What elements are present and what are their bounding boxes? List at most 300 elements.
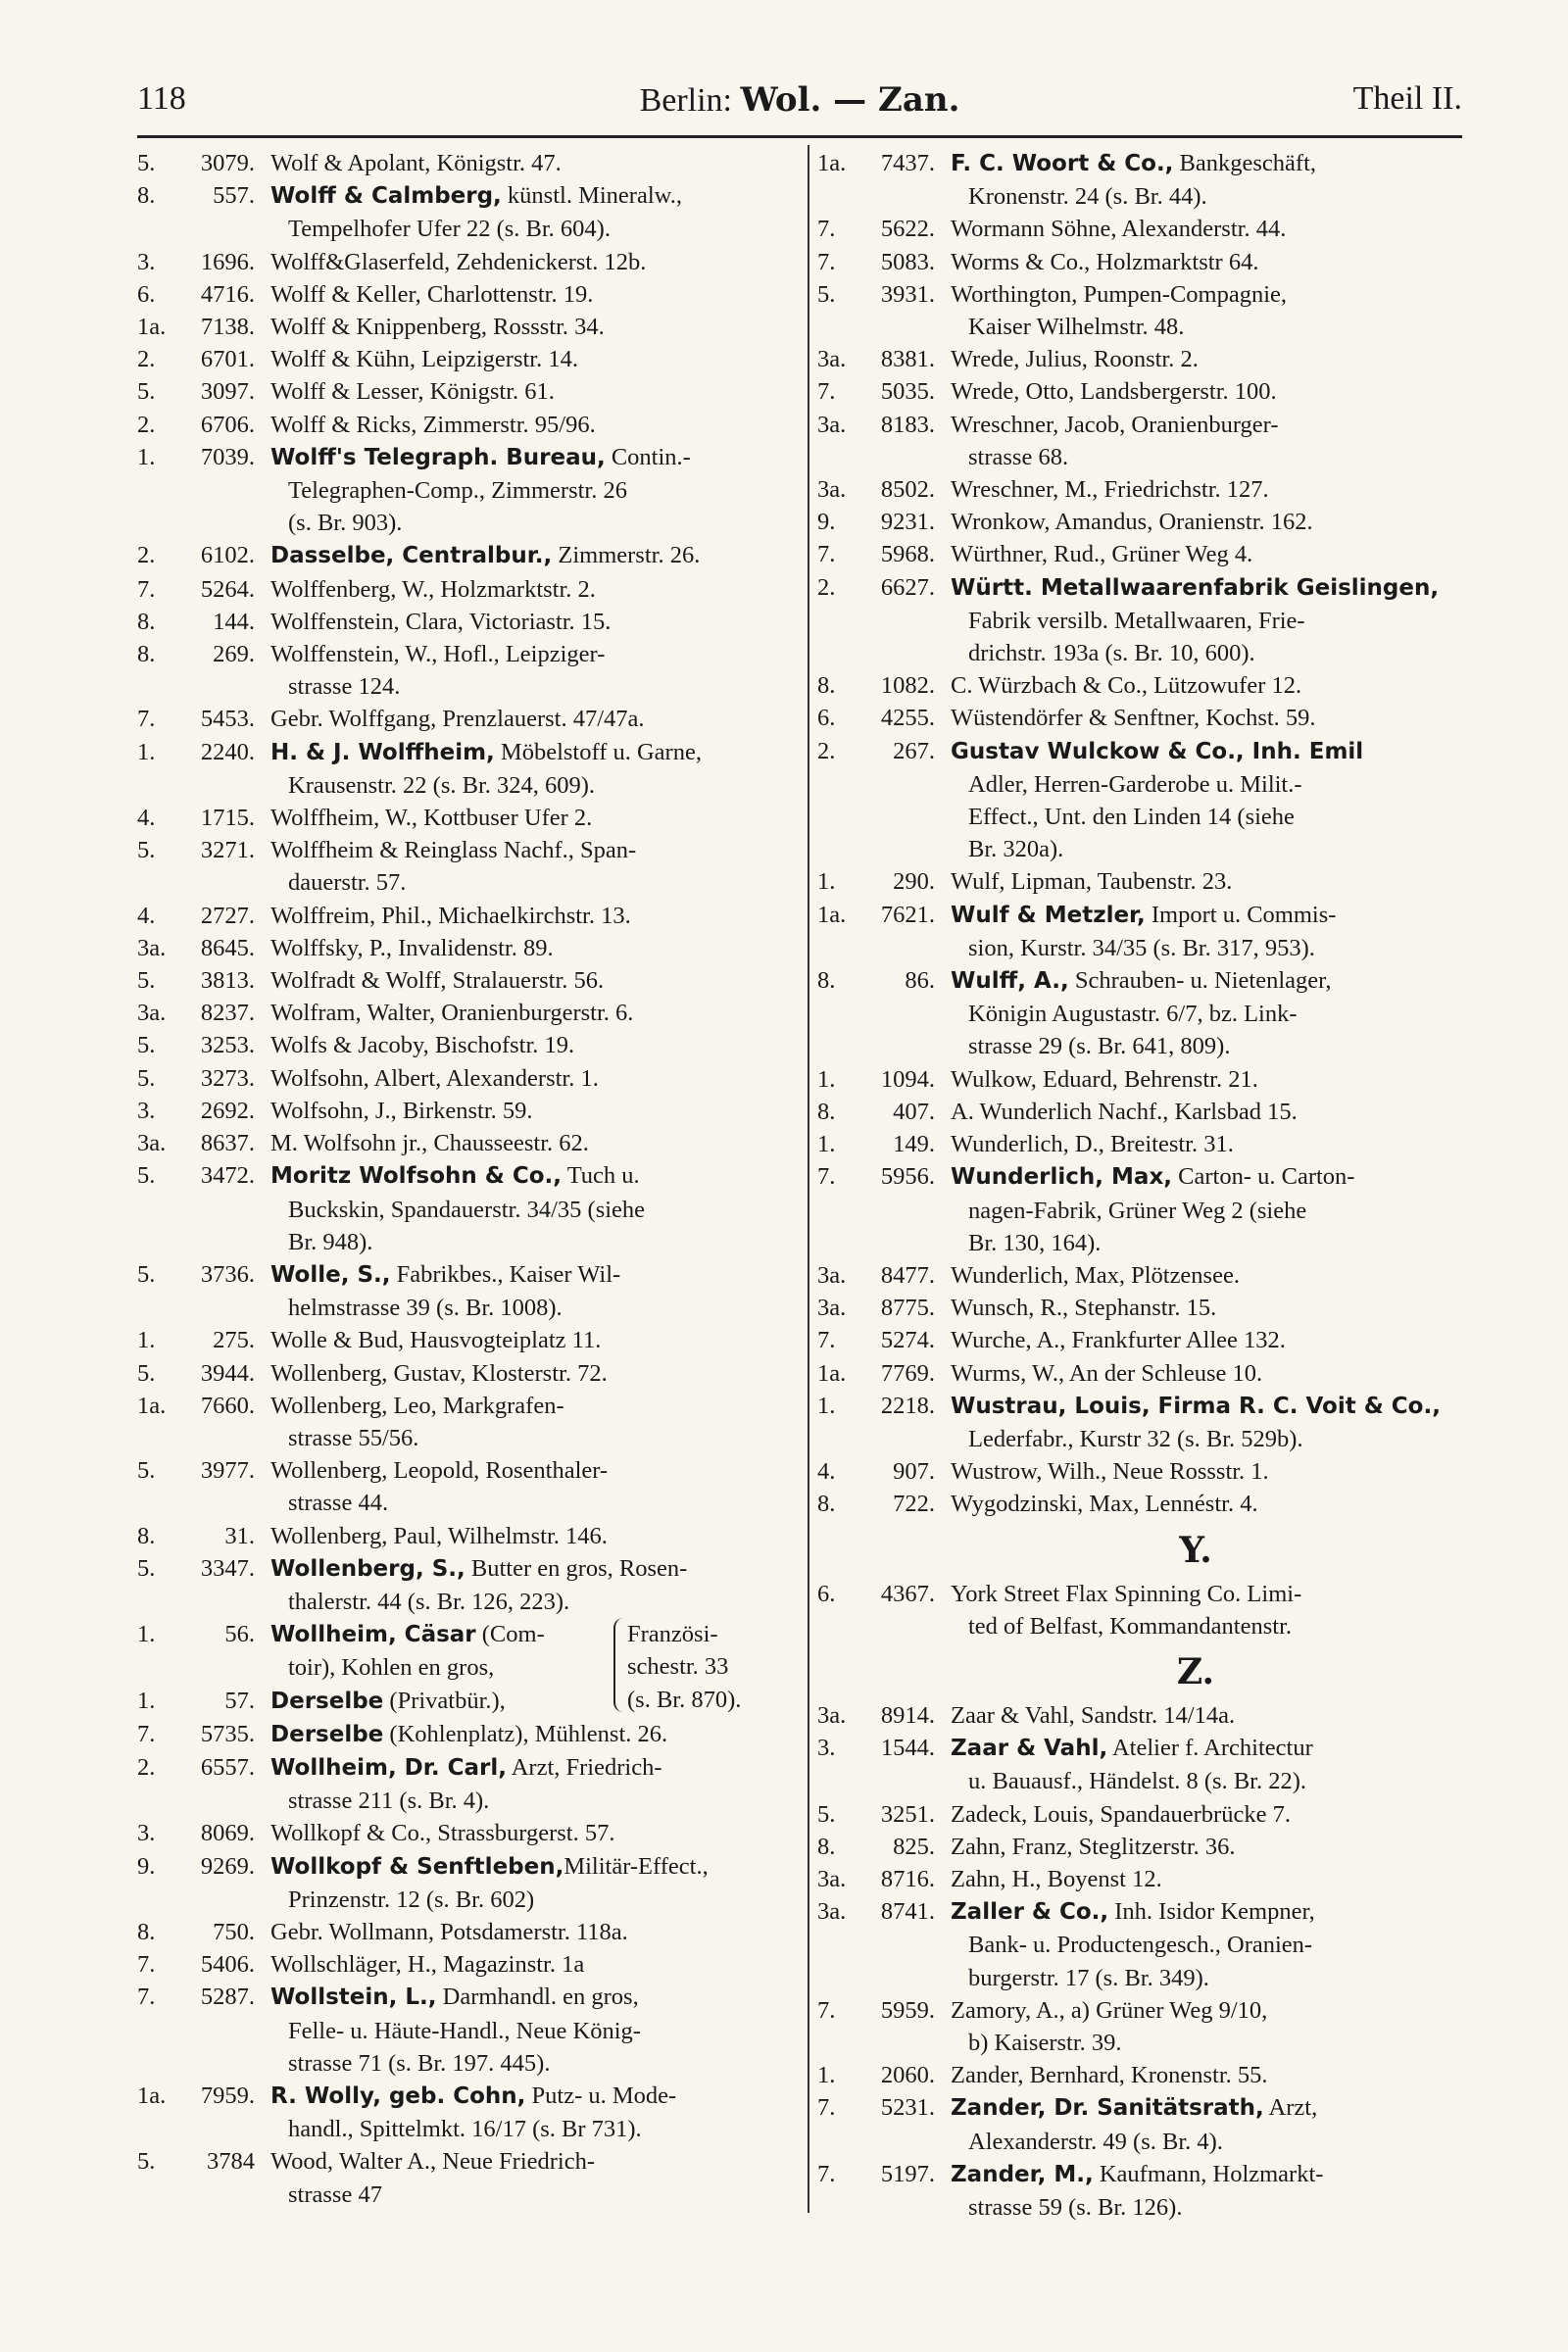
exchange-code: 8. xyxy=(817,1098,836,1125)
exchange-code: 2. xyxy=(137,542,156,569)
phone-number: 5287. xyxy=(200,1984,255,2011)
entry-line: Kaiser Wilhelmstr. 48. xyxy=(968,314,1185,341)
phone-number: 6701. xyxy=(200,346,255,373)
directory-entry xyxy=(137,1095,792,1127)
entry-line xyxy=(951,506,1476,538)
entry-name-bold: Wulf & Metzler, xyxy=(951,902,1146,928)
exchange-code: 3a. xyxy=(137,1000,167,1027)
directory-entry xyxy=(137,1159,792,1258)
entry-line-text: Wolff & Ricks, Zimmerstr. 95/96. xyxy=(270,411,596,438)
directory-entry xyxy=(137,997,792,1029)
entry-line xyxy=(951,1699,1476,1732)
bracket-line: Französi- xyxy=(627,1621,718,1648)
entry-line-text: Wolff & Keller, Charlottenstr. 19. xyxy=(270,280,594,308)
exchange-code: 1. xyxy=(817,1065,836,1093)
entry-line-text: Wurche, A., Frankfurter Allee 132. xyxy=(951,1327,1286,1354)
exchange-code: 5. xyxy=(137,150,156,176)
entry-line: sion, Kurstr. 34/35 (s. Br. 317, 953). xyxy=(968,934,1315,961)
exchange-code: 7. xyxy=(817,541,836,568)
entry-line: handl., Spittelmkt. 16/17 (s. Br 731). xyxy=(288,2116,642,2143)
phone-number: 3944. xyxy=(200,1359,255,1387)
entry-line xyxy=(951,1292,1476,1324)
entry-line: Fabrik versilb. Metallwaaren, Frie- xyxy=(968,607,1305,634)
phone-number: 7039. xyxy=(200,443,255,470)
entry-line xyxy=(951,1455,1476,1488)
entry-line xyxy=(951,1128,1476,1160)
directory-entry xyxy=(817,1732,1476,1797)
exchange-code: 1a. xyxy=(817,1359,847,1387)
exchange-code: 2. xyxy=(137,1753,156,1781)
entry-line-text: Wolfram, Walter, Oranienburgerstr. 6. xyxy=(270,1000,634,1027)
phone-number: 6627. xyxy=(880,573,935,601)
phone-number: 7959. xyxy=(200,2082,255,2109)
directory-entry xyxy=(137,147,792,179)
entry-line xyxy=(270,1520,792,1552)
entry-line: Br. 320a). xyxy=(968,836,1064,863)
directory-entry xyxy=(817,147,1476,213)
entry-line xyxy=(951,865,1476,898)
entry-line-text: Wreschner, Jacob, Oranienburger- xyxy=(951,411,1279,438)
phone-number: 269. xyxy=(213,641,255,668)
exchange-code: 5. xyxy=(137,1359,156,1387)
entry-line xyxy=(270,834,792,866)
entry-line xyxy=(951,213,1476,245)
exchange-code: 3a. xyxy=(137,1130,167,1157)
entry-line xyxy=(951,899,1476,932)
phone-number: 8637. xyxy=(200,1130,255,1157)
directory-entry xyxy=(137,1718,792,1751)
entry-line: strasse 68. xyxy=(968,443,1069,470)
entry-line-text: Wüstendörfer & Senftner, Kochst. 59. xyxy=(951,705,1316,732)
entry-line-text: Wrede, Julius, Roonstr. 2. xyxy=(951,346,1199,373)
entry-line xyxy=(951,1259,1476,1292)
entry-line xyxy=(270,1258,792,1292)
directory-entry xyxy=(137,1552,792,1618)
phone-number: 5274. xyxy=(880,1327,935,1354)
entry-line xyxy=(270,997,792,1029)
phone-number: 86. xyxy=(905,967,935,995)
entry-line xyxy=(270,1159,792,1193)
entry-line-text: Wolfs & Jacoby, Bischofstr. 19. xyxy=(270,1032,575,1059)
directory-entry xyxy=(817,1798,1476,1831)
entry-line xyxy=(951,1578,1476,1610)
directory-entry xyxy=(137,1916,792,1948)
entry-line xyxy=(270,1029,792,1061)
entry-line xyxy=(951,735,1476,768)
phone-number: 8741. xyxy=(880,1898,935,1926)
directory-entry xyxy=(137,736,792,802)
phone-number: 9269. xyxy=(200,1852,255,1880)
entry-line-text: künstl. Mineralw., xyxy=(501,182,682,210)
directory-entry xyxy=(137,179,792,245)
entry-line xyxy=(270,1095,792,1127)
directory-entry xyxy=(137,278,792,311)
directory-entry xyxy=(137,343,792,375)
directory-entry xyxy=(817,669,1476,702)
entry-name-bold: Derselbe xyxy=(270,1688,384,1714)
directory-entry xyxy=(817,1128,1476,1160)
entry-line xyxy=(270,932,792,964)
exchange-code: 3. xyxy=(137,248,156,275)
entry-line xyxy=(270,1916,792,1948)
exchange-code: 1. xyxy=(817,1392,836,1419)
exchange-code: 3a. xyxy=(817,1701,847,1729)
directory-entry xyxy=(817,473,1476,506)
phone-number: 7660. xyxy=(200,1392,255,1419)
exchange-code: 5. xyxy=(817,280,836,308)
entry-line xyxy=(951,1324,1476,1356)
directory-entry xyxy=(137,311,792,343)
entry-line xyxy=(951,1063,1476,1096)
entry-line-text: Gebr. Wolffgang, Prenzlauerst. 47/47a. xyxy=(270,706,645,733)
entry-line: b) Kaiserstr. 39. xyxy=(968,2029,1122,2056)
entry-line: Adler, Herren-Garderobe u. Milit.- xyxy=(968,770,1302,798)
title-range: Wol. — Zan. xyxy=(740,80,960,120)
directory-entry xyxy=(137,1981,792,2080)
entry-name-bold: Gustav Wulckow & Co., Inh. Emil xyxy=(951,738,1364,764)
entry-line-text: Wustrow, Wilh., Neue Rossstr. 1. xyxy=(951,1458,1269,1486)
entry-line-text: Wulkow, Eduard, Behrenstr. 21. xyxy=(951,1065,1258,1093)
entry-line xyxy=(270,147,792,179)
phone-number: 3079. xyxy=(200,150,255,176)
entry-line xyxy=(270,343,792,375)
entry-name-bold: Zaller & Co., xyxy=(951,1899,1109,1926)
phone-number: 3931. xyxy=(880,280,935,308)
entry-line-text: Zadeck, Louis, Spandauerbrücke 7. xyxy=(951,1800,1291,1828)
phone-number: 907. xyxy=(893,1458,935,1486)
phone-number: 1544. xyxy=(880,1735,935,1762)
phone-number: 3097. xyxy=(200,378,255,406)
phone-number: 5035. xyxy=(880,378,935,406)
directory-entry xyxy=(137,802,792,834)
phone-number: 5406. xyxy=(200,1951,255,1979)
entry-name-bold: Wunderlich, Max, xyxy=(951,1164,1173,1191)
entry-line xyxy=(951,1357,1476,1390)
directory-entry xyxy=(137,409,792,441)
exchange-code: 1. xyxy=(817,2062,836,2089)
section-letter: Z. xyxy=(1176,1650,1215,1692)
phone-number: 8645. xyxy=(200,934,255,961)
page-number: 118 xyxy=(137,80,186,117)
directory-entry xyxy=(817,1831,1476,1863)
entry-line-text: (Privatbür.), xyxy=(383,1687,506,1714)
directory-entry xyxy=(817,278,1476,343)
directory-entry xyxy=(817,571,1476,670)
entry-line-text: Wolfsohn, J., Birkenstr. 59. xyxy=(270,1097,533,1124)
directory-entry xyxy=(817,409,1476,473)
directory-entry xyxy=(137,1127,792,1159)
directory-entry xyxy=(137,900,792,932)
exchange-code: 8. xyxy=(137,182,156,210)
entry-line xyxy=(951,343,1476,375)
phone-number: 2060. xyxy=(880,2062,935,2089)
exchange-code: 9. xyxy=(137,1852,156,1880)
directory-entry xyxy=(137,1258,792,1324)
entry-line: strasse 59 (s. Br. 126). xyxy=(968,2193,1183,2221)
entry-line xyxy=(951,1863,1476,1895)
directory-entry xyxy=(817,506,1476,538)
directory-entry xyxy=(137,932,792,964)
entry-line-text: Wood, Walter A., Neue Friedrich- xyxy=(270,2148,596,2176)
phone-number: 8914. xyxy=(880,1701,935,1729)
entry-line: Buckskin, Spandauerstr. 34/35 (siehe xyxy=(288,1196,646,1223)
entry-line xyxy=(951,409,1476,441)
entry-line-text: Wolff & Lesser, Königstr. 61. xyxy=(270,378,555,406)
phone-number: 4367. xyxy=(880,1580,935,1607)
exchange-code: 8. xyxy=(137,1522,156,1549)
phone-number: 4716. xyxy=(200,280,255,308)
exchange-code: 3a. xyxy=(817,346,847,373)
phone-number: 2727. xyxy=(200,902,255,929)
entry-line: Br. 948). xyxy=(288,1228,373,1255)
entry-line: ted of Belfast, Kommandantenstr. xyxy=(968,1612,1292,1640)
phone-number: 825. xyxy=(893,1833,935,1860)
phone-number: 3271. xyxy=(200,837,255,864)
entry-line-text: Worthington, Pumpen-Compagnie, xyxy=(951,280,1288,308)
directory-entry xyxy=(137,1817,792,1849)
phone-number: 1082. xyxy=(880,672,935,700)
directory-entry xyxy=(137,375,792,408)
directory-entry xyxy=(817,538,1476,570)
entry-line xyxy=(270,964,792,997)
entry-line xyxy=(951,1390,1476,1423)
phone-number: 57. xyxy=(224,1687,255,1714)
phone-number: 3273. xyxy=(200,1064,255,1092)
phone-number: 750. xyxy=(213,1918,255,1945)
exchange-code: 6. xyxy=(817,1580,836,1607)
entry-name-bold: Moritz Wolfsohn & Co., xyxy=(270,1163,563,1190)
phone-number: 6102. xyxy=(200,542,255,569)
phone-number: 407. xyxy=(893,1098,935,1125)
entry-line-text: Wolffreim, Phil., Michaelkirchstr. 13. xyxy=(270,902,631,929)
phone-number: 3784 xyxy=(207,2148,255,2176)
entry-line xyxy=(951,1488,1476,1520)
entry-line-text: Wrede, Otto, Landsbergerstr. 100. xyxy=(951,378,1277,406)
exchange-code: 1a. xyxy=(137,314,167,341)
exchange-code: 5. xyxy=(137,1457,156,1485)
directory-entry xyxy=(817,1895,1476,1994)
directory-entry xyxy=(137,1324,792,1356)
entry-line xyxy=(951,1798,1476,1831)
directory-entry xyxy=(137,703,792,735)
exchange-code: 7. xyxy=(817,1996,836,2024)
page-header xyxy=(137,80,1462,129)
directory-entry xyxy=(817,1357,1476,1390)
entry-line-text: Wolff&Glaserfeld, Zehdenickerst. 12b. xyxy=(270,248,647,275)
entry-line: dauerstr. 57. xyxy=(288,869,407,897)
entry-line-text: Wunderlich, D., Breitestr. 31. xyxy=(951,1131,1234,1158)
entry-line-text: Wulf, Lipman, Taubenstr. 23. xyxy=(951,868,1233,896)
exchange-code: 5. xyxy=(137,1162,156,1190)
exchange-code: 5. xyxy=(137,1554,156,1582)
entry-line xyxy=(270,441,792,474)
entry-line xyxy=(270,1718,792,1751)
entry-line-text: Wolffheim, W., Kottbuser Ufer 2. xyxy=(270,805,593,832)
entry-line xyxy=(951,375,1476,408)
phone-number: 3977. xyxy=(200,1457,255,1485)
entry-line-text: Wreschner, M., Friedrichstr. 127. xyxy=(951,476,1269,504)
exchange-code: 7. xyxy=(817,378,836,406)
phone-number: 5968. xyxy=(880,541,935,568)
entry-name-bold: Wollkopf & Senftleben, xyxy=(270,1853,564,1880)
entry-line xyxy=(270,539,792,572)
entry-line-text: Zahn, Franz, Steglitzerstr. 36. xyxy=(951,1833,1236,1860)
entry-line xyxy=(951,1732,1476,1765)
entry-line-text: Möbelstoff u. Garne, xyxy=(494,738,702,765)
entry-line-text: Zander, Bernhard, Kronenstr. 55. xyxy=(951,2062,1268,2089)
directory-entry xyxy=(817,2059,1476,2091)
entry-line-text: Wolffenstein, Clara, Victoriastr. 15. xyxy=(270,608,612,635)
exchange-code: 7. xyxy=(817,1163,836,1191)
entry-line xyxy=(270,1948,792,1981)
exchange-code: 1a. xyxy=(137,1392,167,1419)
entry-line-text: Wolle & Bud, Hausvogteiplatz 11. xyxy=(270,1327,602,1354)
directory-entry xyxy=(817,1578,1476,1642)
entry-line-text: Wollenberg, Leo, Markgrafen- xyxy=(270,1392,564,1419)
bracket-line: (s. Br. 870). xyxy=(627,1686,742,1713)
entry-line: strasse 47 xyxy=(288,2180,382,2208)
entry-line xyxy=(270,1357,792,1390)
exchange-code: 8. xyxy=(817,672,836,700)
phone-number: 3813. xyxy=(200,967,255,995)
phone-number: 8775. xyxy=(880,1295,935,1322)
directory-entry xyxy=(137,1685,792,1718)
exchange-code: 1. xyxy=(137,1327,156,1354)
entry-line-text: Militär-Effect., xyxy=(564,1852,709,1880)
entry-name-bold: Wollheim, Dr. Carl, xyxy=(270,1754,507,1781)
entry-line xyxy=(270,2145,792,2178)
phone-number: 1094. xyxy=(880,1065,935,1093)
entry-line xyxy=(270,409,792,441)
phone-number: 5197. xyxy=(880,2160,935,2187)
entry-line-text: Darmhandl. en gros, xyxy=(436,1984,639,2011)
entry-line-text: Wolffheim & Reinglass Nachf., Span- xyxy=(270,837,637,864)
exchange-code: 7. xyxy=(817,216,836,243)
entry-line-text: Wolffenberg, W., Holzmarktstr. 2. xyxy=(270,575,596,603)
exchange-code: 5. xyxy=(137,378,156,406)
exchange-code: 7. xyxy=(137,1951,156,1979)
entry-name-bold: R. Wolly, geb. Cohn, xyxy=(270,2082,526,2109)
entry-line xyxy=(951,1831,1476,1863)
exchange-code: 6. xyxy=(817,705,836,732)
entry-line: strasse 29 (s. Br. 641, 809). xyxy=(968,1033,1231,1060)
phone-number: 3472. xyxy=(200,1162,255,1190)
entry-line-text: (Kohlenplatz), Mühlenst. 26. xyxy=(383,1720,668,1747)
entry-line xyxy=(951,2059,1476,2091)
directory-entry xyxy=(817,1455,1476,1488)
phone-number: 8183. xyxy=(880,411,935,438)
directory-entry xyxy=(137,834,792,899)
entry-line-text: M. Wolfsohn jr., Chausseestr. 62. xyxy=(270,1130,589,1157)
entry-line-text: Wolffsky, P., Invalidenstr. 89. xyxy=(270,934,554,961)
entry-line xyxy=(951,964,1476,998)
entry-line-text: Contin.- xyxy=(605,443,691,470)
directory-entry xyxy=(817,865,1476,898)
entry-line xyxy=(951,1096,1476,1128)
entry-line-text: Wunderlich, Max, Plötzensee. xyxy=(951,1261,1240,1289)
entry-line xyxy=(270,1454,792,1487)
phone-number: 5264. xyxy=(200,575,255,603)
entry-line xyxy=(951,538,1476,570)
entry-line xyxy=(951,246,1476,278)
phone-number: 5956. xyxy=(880,1163,935,1191)
entry-line xyxy=(270,1062,792,1095)
entry-line-text: Kaufmann, Holzmarkt- xyxy=(1093,2160,1324,2187)
entry-line xyxy=(951,1895,1476,1929)
entry-name-bold: Wolle, S., xyxy=(270,1261,391,1288)
phone-number: 3253. xyxy=(200,1032,255,1059)
exchange-code: 5. xyxy=(137,837,156,864)
phone-number: 5231. xyxy=(880,2094,935,2122)
entry-line-text: Fabrikbes., Kaiser Wil- xyxy=(390,1260,621,1288)
entry-line: (s. Br. 903). xyxy=(288,510,403,537)
entry-line: burgerstr. 17 (s. Br. 349). xyxy=(968,1964,1209,1991)
directory-entry xyxy=(817,964,1476,1063)
entry-name-bold: Derselbe xyxy=(270,1721,384,1747)
entry-line xyxy=(951,278,1476,311)
phone-number: 6557. xyxy=(200,1753,255,1781)
directory-entry xyxy=(137,1948,792,1981)
entry-line-text: Wronkow, Amandus, Oranienstr. 162. xyxy=(951,509,1313,536)
entry-line xyxy=(270,736,792,769)
exchange-code: 5. xyxy=(137,1260,156,1288)
entry-line-text: Zahn, H., Boyenst 12. xyxy=(951,1865,1162,1892)
phone-number: 5622. xyxy=(880,216,935,243)
entry-line-text: Gebr. Wollmann, Potsdamerstr. 118a. xyxy=(270,1918,628,1945)
entry-line xyxy=(270,1981,792,2014)
directory-entry xyxy=(817,375,1476,408)
phone-number: 8502. xyxy=(880,476,935,504)
entry-line-text: Putz- u. Mode- xyxy=(525,2082,677,2109)
exchange-code: 3a. xyxy=(817,1261,847,1289)
directory-entry xyxy=(817,1863,1476,1895)
phone-number: 722. xyxy=(893,1491,935,1518)
directory-entry xyxy=(817,702,1476,734)
phone-number: 31. xyxy=(224,1522,255,1549)
directory-entry xyxy=(817,1390,1476,1455)
exchange-code: 3a. xyxy=(817,1295,847,1322)
directory-entry xyxy=(817,1699,1476,1732)
part-label: Theil II. xyxy=(1352,80,1462,117)
bracket-line: schestr. 33 xyxy=(627,1653,729,1681)
entry-line xyxy=(270,1751,792,1785)
directory-entry xyxy=(137,1454,792,1519)
entry-line-text: Wolff & Knippenberg, Rossstr. 34. xyxy=(270,314,605,341)
directory-entry xyxy=(137,1357,792,1390)
exchange-code: 7. xyxy=(137,1984,156,2011)
exchange-code: 4. xyxy=(137,805,156,832)
entry-line-text: Inh. Isidor Kempner, xyxy=(1108,1898,1315,1926)
entry-line-text: Wollenberg, Paul, Wilhelmstr. 146. xyxy=(270,1522,608,1549)
entry-line: strasse 124. xyxy=(288,673,401,701)
exchange-code: 1a. xyxy=(817,150,847,176)
entry-line xyxy=(270,179,792,213)
entry-line xyxy=(270,1552,792,1586)
entry-line-text: Wygodzinski, Max, Lennéstr. 4. xyxy=(951,1491,1258,1518)
entry-line: Prinzenstr. 12 (s. Br. 602) xyxy=(288,1886,535,1913)
directory-entry xyxy=(137,441,792,540)
exchange-code: 8. xyxy=(137,608,156,635)
phone-number: 7769. xyxy=(880,1359,935,1387)
entry-line: Alexanderstr. 49 (s. Br. 4). xyxy=(968,2128,1223,2155)
entry-name-bold: Zaar & Vahl, xyxy=(951,1736,1108,1762)
phone-number: 3251. xyxy=(880,1800,935,1828)
directory-entry xyxy=(817,343,1476,375)
directory-entry xyxy=(137,964,792,997)
directory-entry xyxy=(137,573,792,606)
phone-number: 7138. xyxy=(200,314,255,341)
entry-line-text: Wolfsohn, Albert, Alexanderstr. 1. xyxy=(270,1064,599,1092)
